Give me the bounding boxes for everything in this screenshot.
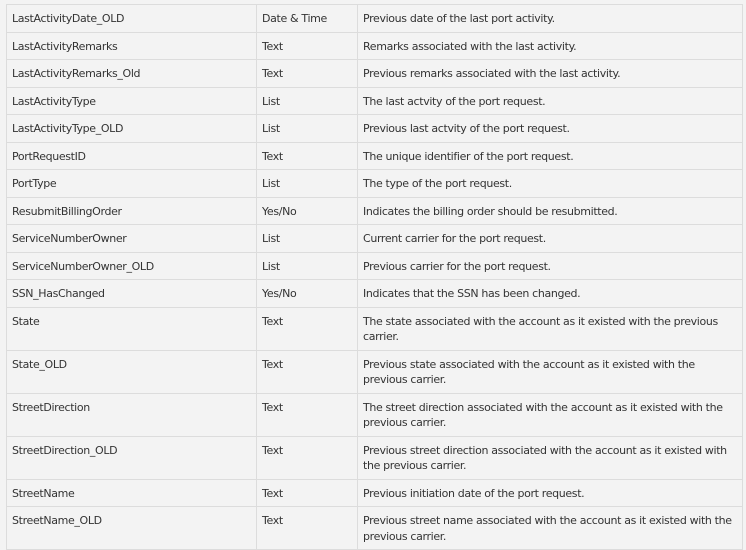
field-type-cell: Text (257, 350, 358, 393)
table-row (7, 393, 743, 436)
field-type-cell: List (257, 225, 358, 253)
field-description-cell: Previous state associated with the account as it existed with the previous carrier. (358, 350, 743, 393)
field-name-cell: LastActivityRemarks (7, 32, 257, 60)
field-type-cell: Text (257, 142, 358, 170)
table-row (7, 507, 743, 550)
table-row (7, 436, 743, 479)
field-type-cell: List (257, 252, 358, 280)
table-row (7, 197, 743, 225)
field-description-cell: The last actvity of the port request. (358, 87, 743, 115)
field-type-cell: Text (257, 307, 358, 350)
field-name-cell: LastActivityType_OLD (7, 115, 257, 143)
table-row (7, 350, 743, 393)
field-description-cell: Remarks associated with the last activity. (358, 32, 743, 60)
field-type-cell: Text (257, 479, 358, 507)
field-type-cell: Text (257, 32, 358, 60)
table-row (7, 479, 743, 507)
field-description-cell: The unique identifier of the port request. (358, 142, 743, 170)
field-type-cell: Yes/No (257, 197, 358, 225)
field-description-cell: Previous street direction associated with the account as it existed with the previous carrier. (358, 436, 743, 479)
field-description-cell: Previous last actvity of the port request. (358, 115, 743, 143)
field-name-cell: State (7, 307, 257, 350)
field-name-cell: LastActivityType (7, 87, 257, 115)
table-row (7, 252, 743, 280)
field-description-cell: The street direction associated with the account as it existed with the previous carrier. (358, 393, 743, 436)
table-row (7, 225, 743, 253)
table-row (7, 115, 743, 143)
field-description-cell: Previous date of the last port activity. (358, 5, 743, 33)
field-type-cell: Text (257, 393, 358, 436)
table-row (7, 87, 743, 115)
field-description-cell: Current carrier for the port request. (358, 225, 743, 253)
field-name-cell: StreetDirection (7, 393, 257, 436)
table-row (7, 32, 743, 60)
field-name-cell: LastActivityRemarks_Old (7, 60, 257, 88)
field-name-cell: SSN_HasChanged (7, 280, 257, 308)
table-row (7, 170, 743, 198)
field-description-cell: Previous remarks associated with the last activity. (358, 60, 743, 88)
field-name-cell: State_OLD (7, 350, 257, 393)
field-name-cell: PortType (7, 170, 257, 198)
field-name-cell: StreetName_OLD (7, 507, 257, 550)
field-name-cell: StreetName (7, 479, 257, 507)
field-reference-table (6, 4, 743, 550)
field-name-cell: ServiceNumberOwner (7, 225, 257, 253)
table-row (7, 5, 743, 33)
field-description-cell: Previous carrier for the port request. (358, 252, 743, 280)
field-type-cell: Text (257, 60, 358, 88)
field-type-cell: List (257, 170, 358, 198)
field-name-cell: StreetDirection_OLD (7, 436, 257, 479)
field-type-cell: List (257, 115, 358, 143)
field-reference-table-container (6, 4, 742, 550)
field-name-cell: LastActivityDate_OLD (7, 5, 257, 33)
table-row (7, 60, 743, 88)
field-type-cell: List (257, 87, 358, 115)
table-row (7, 307, 743, 350)
field-name-cell: ResubmitBillingOrder (7, 197, 257, 225)
field-description-cell: Previous street name associated with the account as it existed with the previous carrier. (358, 507, 743, 550)
table-row (7, 142, 743, 170)
field-description-cell: Indicates that the SSN has been changed. (358, 280, 743, 308)
field-description-cell: The type of the port request. (358, 170, 743, 198)
field-type-cell: Text (257, 507, 358, 550)
table-row (7, 280, 743, 308)
field-description-cell: Previous initiation date of the port request. (358, 479, 743, 507)
field-name-cell: PortRequestID (7, 142, 257, 170)
field-type-cell: Text (257, 436, 358, 479)
field-description-cell: The state associated with the account as it existed with the previous carrier. (358, 307, 743, 350)
field-type-cell: Date & Time (257, 5, 358, 33)
field-description-cell: Indicates the billing order should be resubmitted. (358, 197, 743, 225)
field-name-cell: ServiceNumberOwner_OLD (7, 252, 257, 280)
table-body (7, 5, 743, 550)
field-type-cell: Yes/No (257, 280, 358, 308)
